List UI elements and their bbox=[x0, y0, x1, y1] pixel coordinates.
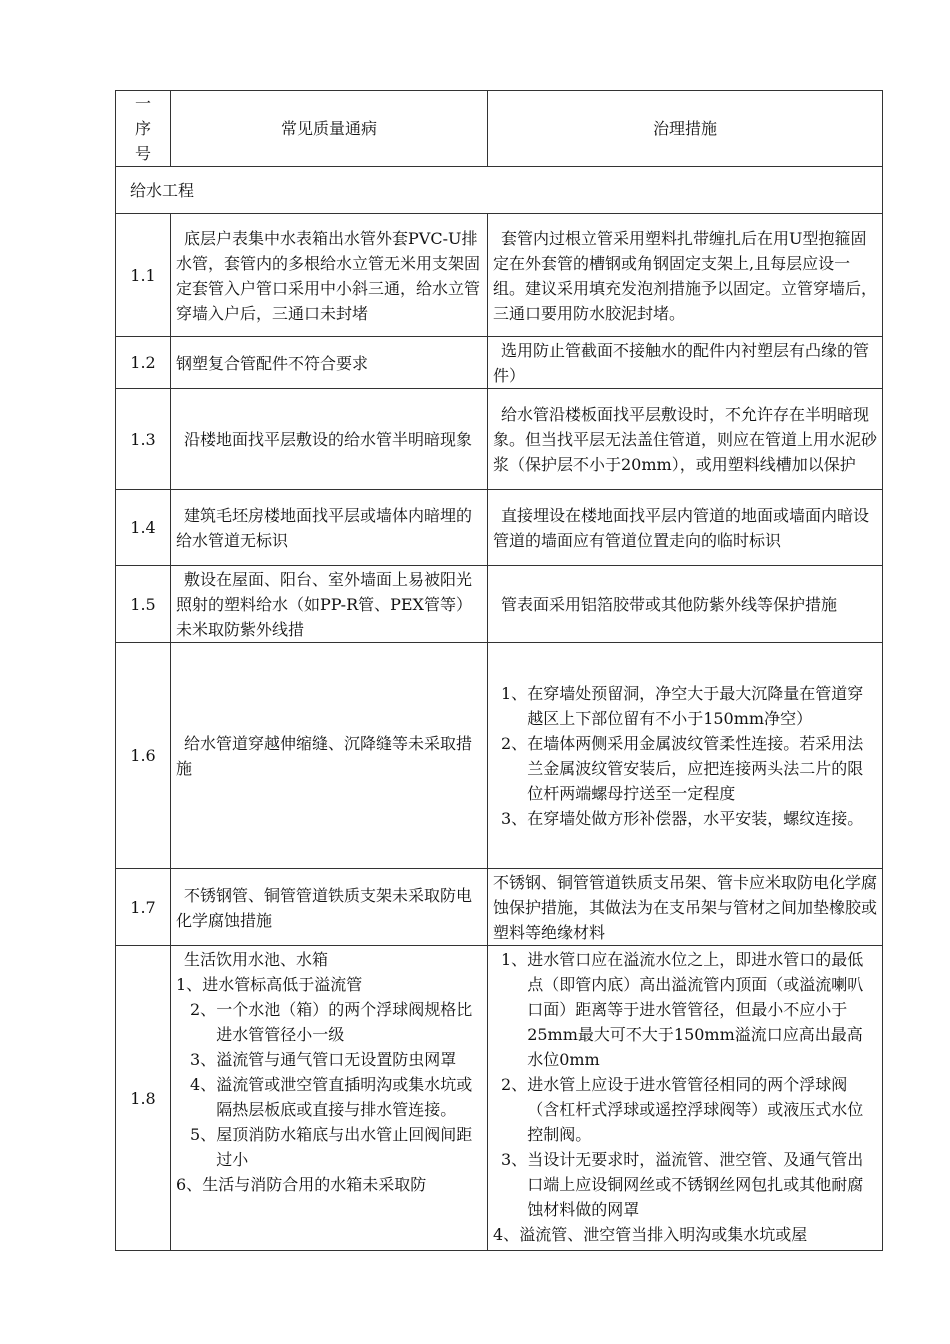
problem-text: 建筑毛坯房楼地面找平层或墙体内暗埋的给水管道无标识 bbox=[176, 506, 473, 550]
list-item: 3、 当设计无要求时，溢流管、泄空管、及通气管出口端上应设铜网丝或不锈钢丝网包扎或其他耐腐蚀材料做的网罩 bbox=[501, 1150, 864, 1219]
measure-cell bbox=[488, 214, 883, 337]
problem-cell bbox=[171, 946, 488, 1251]
measure-text: 给水管沿楼板面找平层敷设时，不允许存在半明暗现象。但当找平层无法盖住管道，则应在管道上用水泥砂浆（保护层不小于20mm），或用塑料线槽加以保护 bbox=[493, 405, 878, 474]
problem-text: 底层户表集中水表箱出水管外套PVC-U排水管，套管内的多根给水立管无米用支架固定套管入户管口采用中小斜三通，给水立管穿墙入户后，三通口未封堵 bbox=[176, 228, 481, 323]
seq-header bbox=[116, 91, 171, 167]
problem-title: 生活饮用水池、水箱 bbox=[184, 950, 329, 969]
table-row bbox=[116, 389, 883, 490]
row-number: 1.8 bbox=[116, 946, 171, 1251]
table-row bbox=[116, 337, 883, 389]
row-number: 1.5 bbox=[116, 566, 171, 643]
measure-text: 套管内过根立管采用塑料扎带缠扎后在用U型抱箍固定在外套管的槽钢或角钢固定支架上,且每层应设一组。建议采用填充发泡剂措施予以固定。立管穿墙后，三通口要用防水胶泥封堵。 bbox=[493, 228, 878, 323]
measure-cell bbox=[488, 869, 883, 946]
list-item: 2、 在墙体两侧采用金属波纹管柔性连接。若采用法兰金属波纹管安装后，应把连接两头法二片的限位杆两端螺母拧送至一定程度 bbox=[501, 734, 864, 803]
problem-cell bbox=[171, 214, 488, 337]
list-item: 2、 进水管上应设于进水管管径相同的两个浮球阀（含杠杆式浮球或遥控浮球阀等）或液压式水位控制阀。 bbox=[501, 1075, 864, 1144]
measure-header: 治理措施 bbox=[488, 91, 883, 167]
row-number: 1.4 bbox=[116, 490, 171, 566]
problem-cell bbox=[171, 389, 488, 490]
seq-header-char: 号 bbox=[134, 144, 151, 163]
table-row bbox=[116, 946, 883, 1251]
row-number: 1.3 bbox=[116, 389, 171, 490]
list-item: 3、 溢流管与通气管口无设置防虫网罩 bbox=[190, 1050, 457, 1069]
measure-text: 管表面采用铝箔胶带或其他防紫外线等保护措施 bbox=[501, 595, 838, 614]
list-item: 5、 屋顶消防水箱底与出水管止回阀间距过小 bbox=[190, 1125, 473, 1169]
problem-cell bbox=[171, 490, 488, 566]
row-number: 1.7 bbox=[116, 869, 171, 946]
problem-text: 给水管道穿越伸缩缝、沉降缝等未采取措施 bbox=[176, 734, 473, 778]
seq-header-line: 一 bbox=[134, 94, 151, 113]
problem-cell bbox=[171, 566, 488, 643]
list-item: 1、 在穿墙处预留洞，净空大于最大沉降量在管道穿越区上下部位留有不小于150mm净空） bbox=[501, 684, 864, 728]
problem-text: 敷设在屋面、阳台、室外墙面上易被阳光照射的塑料给水（如PP-R管、PEX管等）未米取防紫外线措 bbox=[176, 570, 473, 639]
row-number: 1.1 bbox=[116, 214, 171, 337]
row-number: 1.2 bbox=[116, 337, 171, 389]
list-item: 1、 进水管口应在溢流水位之上，即进水管口的最低点（即管内底）高出溢流管内顶面（或溢流喇叭口面）距离等于进水管管径，但最小不应小于25mm最大可不大于150mm溢流口应高出最高水位0mm bbox=[501, 950, 864, 1069]
list-item: 4、 溢流管或泄空管直插明沟或集水坑或隔热层板底或直接与排水管连接。 bbox=[190, 1075, 473, 1119]
problem-text: 不锈钢管、铜管管道铁质支架未采取防电化学腐蚀措施 bbox=[176, 885, 473, 930]
measure-cell bbox=[488, 643, 883, 869]
section-row bbox=[116, 167, 883, 214]
row-number: 1.6 bbox=[116, 643, 171, 869]
measure-cell bbox=[488, 946, 883, 1251]
seq-header-char: 序 bbox=[134, 119, 151, 138]
measure-cell bbox=[488, 389, 883, 490]
measure-cell bbox=[488, 490, 883, 566]
table-row bbox=[116, 643, 883, 869]
quality-table bbox=[115, 90, 883, 1251]
problem-cell bbox=[171, 643, 488, 869]
table-row bbox=[116, 214, 883, 337]
table-header-row bbox=[116, 91, 883, 167]
measure-text: 直接埋设在楼地面找平层内管道的地面或墙面内暗设管道的墙面应有管道位置走向的临时标识 bbox=[493, 506, 870, 550]
table-row bbox=[116, 566, 883, 643]
problem-cell bbox=[171, 337, 488, 389]
list-item: 2、 一个水池（箱）的两个浮球阀规格比进水管管径小一级 bbox=[190, 1000, 473, 1044]
measure-text: 不锈钢、铜管管道铁质支吊架、管卡应米取防电化学腐蚀保护措施，其做法为在支吊架与管材之间加垫橡胶或塑料等绝缘材料 bbox=[493, 873, 878, 942]
problem-cell bbox=[171, 869, 488, 946]
table-row bbox=[116, 869, 883, 946]
problem-text: 沿楼地面找平层敷设的给水管半明暗现象 bbox=[184, 430, 473, 449]
list-item: 1、 进水管标高低于溢流管 bbox=[176, 975, 363, 994]
problem-header: 常见质量通病 bbox=[171, 91, 488, 167]
measure-cell bbox=[488, 337, 883, 389]
measure-text: 选用防止管截面不接触水的配件内衬塑层有凸缘的管件） bbox=[493, 341, 870, 385]
problem-text: 钢塑复合管配件不符合要求 bbox=[176, 353, 369, 373]
list-item: 6、 生活与消防合用的水箱未采取防 bbox=[176, 1175, 427, 1194]
section-title: 给水工程 bbox=[116, 167, 883, 214]
list-item: 3、 在穿墙处做方形补偿器，水平安装，螺纹连接。 bbox=[501, 809, 864, 828]
table-row bbox=[116, 490, 883, 566]
list-item: 4、 溢流管、泄空管当排入明沟或集水坑或屋 bbox=[493, 1225, 808, 1244]
measure-cell bbox=[488, 566, 883, 643]
